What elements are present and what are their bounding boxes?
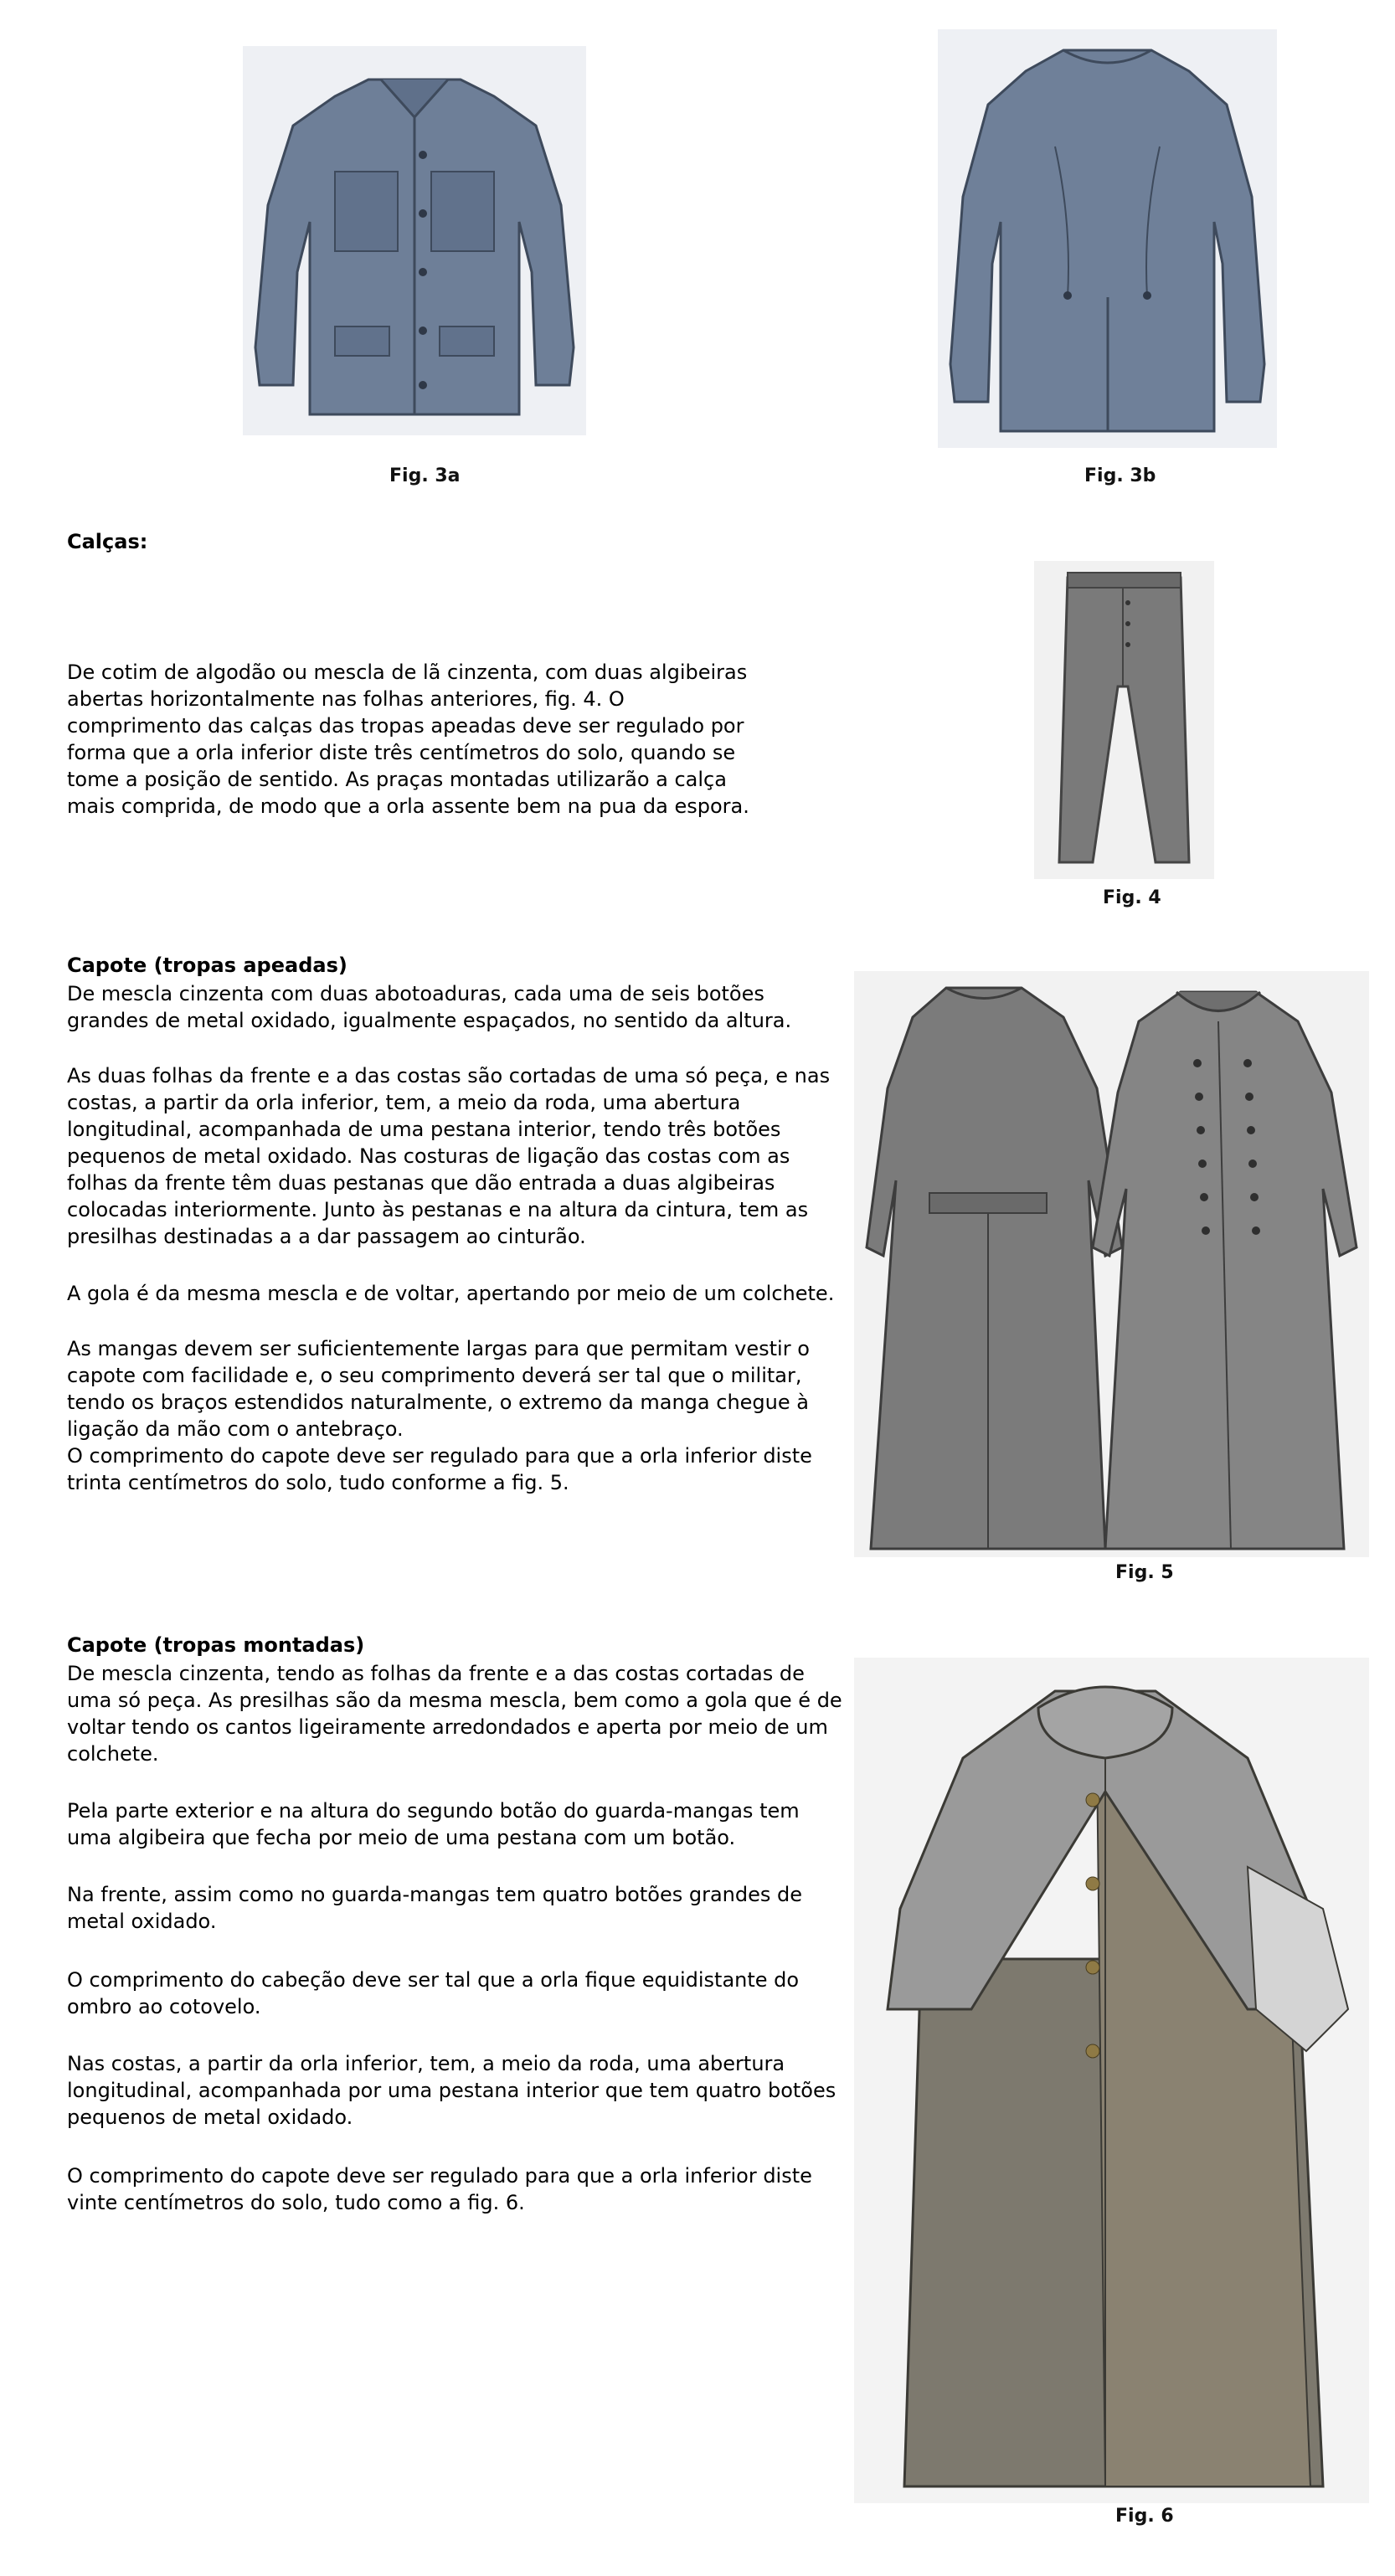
text-line: De mescla cinzenta, tendo as folhas da frente e a das costas cortadas de [67, 1662, 805, 1685]
text-line: voltar tendo os cantos ligeiramente arredondados e aperta por meio de um [67, 1715, 828, 1739]
text-line: De cotim de algodão ou mescla de lã cinzenta, com duas algibeiras [67, 661, 748, 684]
text-line: Pela parte exterior e na altura do segundo botão do guarda-mangas tem [67, 1799, 800, 1823]
capote-montadas-paragraph [67, 2050, 836, 2131]
text-line: costas, a partir da orla inferior, tem, a meio da roda, uma abertura [67, 1091, 741, 1114]
section-heading-calcas: Calças: [67, 530, 148, 553]
text-line: capote com facilidade e, o seu comprimento deverá ser tal que o militar, [67, 1364, 802, 1387]
jacket-back-icon [938, 29, 1277, 448]
greatcoat-foot-troops-icon [854, 971, 1369, 1557]
capote-montadas-paragraph [67, 1660, 842, 1767]
text-line: uma só peça. As presilhas são da mesma mescla, bem como a gola que é de [67, 1689, 842, 1712]
text-line: tendo os braços estendidos naturalmente, o extremo da manga chegue à [67, 1391, 809, 1414]
text-line: O comprimento do capote deve ser regulado para que a orla inferior diste [67, 2164, 812, 2188]
section-heading-capote-apeadas: Capote (tropas apeadas) [67, 954, 347, 977]
text-line: ombro ao cotovelo. [67, 1995, 261, 2018]
figure-caption: Fig. 6 [1115, 2506, 1174, 2527]
capote-montadas-paragraph [67, 2162, 812, 2216]
capote-apeadas-paragraph [67, 1280, 834, 1307]
text-line: Nas costas, a partir da orla inferior, tem, a meio da roda, uma abertura [67, 2052, 785, 2075]
text-line: presilhas destinadas a a dar passagem ao cinturão. [67, 1225, 586, 1248]
figure-6-mounted-greatcoat [854, 1658, 1369, 2503]
capote-montadas-paragraph [67, 1881, 802, 1935]
figure-caption: Fig. 3a [389, 465, 461, 486]
text-line: vinte centímetros do solo, tudo como a fig. 6. [67, 2191, 525, 2214]
text-line: abertas horizontalmente nas folhas anteriores, fig. 4. O [67, 687, 625, 711]
capote-montadas-paragraph [67, 1967, 799, 2020]
text-line: colocadas interiormente. Junto às pestanas e na altura da cintura, tem as [67, 1198, 809, 1221]
capote-apeadas-paragraph [67, 980, 791, 1034]
text-line: tome a posição de sentido. As praças montadas utilizarão a calça [67, 768, 727, 791]
text-line: ligação da mão com o antebraço. [67, 1417, 404, 1441]
text-line: longitudinal, acompanhada por uma pestana interior que tem quatro botões [67, 2079, 836, 2102]
text-line: pequenos de metal oxidado. [67, 2106, 353, 2129]
trousers-icon [1034, 561, 1214, 879]
text-line: grandes de metal oxidado, igualmente espaçados, no sentido da altura. [67, 1009, 792, 1032]
text-line: comprimento das calças das tropas apeadas deve ser regulado por [67, 714, 744, 738]
section-heading-capote-montadas: Capote (tropas montadas) [67, 1633, 365, 1657]
figure-caption: Fig. 3b [1084, 465, 1156, 486]
capote-montadas-paragraph [67, 1797, 800, 1851]
text-line: Na frente, assim como no guarda-mangas tem quatro botões grandes de [67, 1883, 803, 1906]
text-line: A gola é da mesma mescla e de voltar, apertando por meio de um colchete. [67, 1282, 835, 1305]
text-line: metal oxidado. [67, 1910, 217, 1933]
text-line: O comprimento do capote deve ser regulado para que a orla inferior diste [67, 1444, 812, 1468]
capote-apeadas-paragraph [67, 1062, 830, 1250]
figure-3b-jacket-back [938, 29, 1277, 448]
text-line: As duas folhas da frente e a das costas são cortadas de uma só peça, e nas [67, 1064, 831, 1087]
capote-apeadas-paragraph [67, 1335, 812, 1496]
jacket-front-icon [243, 46, 586, 435]
text-line: longitudinal, acompanhada de uma pestana interior, tendo três botões [67, 1118, 781, 1141]
text-line: pequenos de metal oxidado. Nas costuras de ligação das costas com as [67, 1144, 790, 1168]
text-line: O comprimento do cabeção deve ser tal que a orla fique equidistante do [67, 1968, 800, 1992]
figure-3a-jacket-front [243, 46, 586, 435]
calcas-paragraph [67, 659, 749, 820]
figure-caption: Fig. 5 [1115, 1562, 1174, 1583]
figure-5-greatcoat [854, 971, 1369, 1557]
text-line: De mescla cinzenta com duas abotoaduras, cada uma de seis botões [67, 982, 764, 1005]
text-line: uma algibeira que fecha por meio de uma pestana com um botão. [67, 1826, 736, 1849]
text-line: trinta centímetros do solo, tudo conforme a fig. 5. [67, 1471, 569, 1494]
text-line: As mangas devem ser suficientemente largas para que permitam vestir o [67, 1337, 810, 1360]
text-line: forma que a orla inferior diste três centímetros do solo, quando se [67, 741, 736, 764]
greatcoat-mounted-troops-icon [854, 1658, 1369, 2503]
text-line: mais comprida, de modo que a orla assente bem na pua da espora. [67, 794, 749, 818]
figure-caption: Fig. 4 [1103, 887, 1161, 908]
figure-4-trousers [1034, 561, 1214, 879]
text-line: folhas da frente têm duas pestanas que dão entrada a duas algibeiras [67, 1171, 775, 1195]
text-line: colchete. [67, 1742, 159, 1766]
